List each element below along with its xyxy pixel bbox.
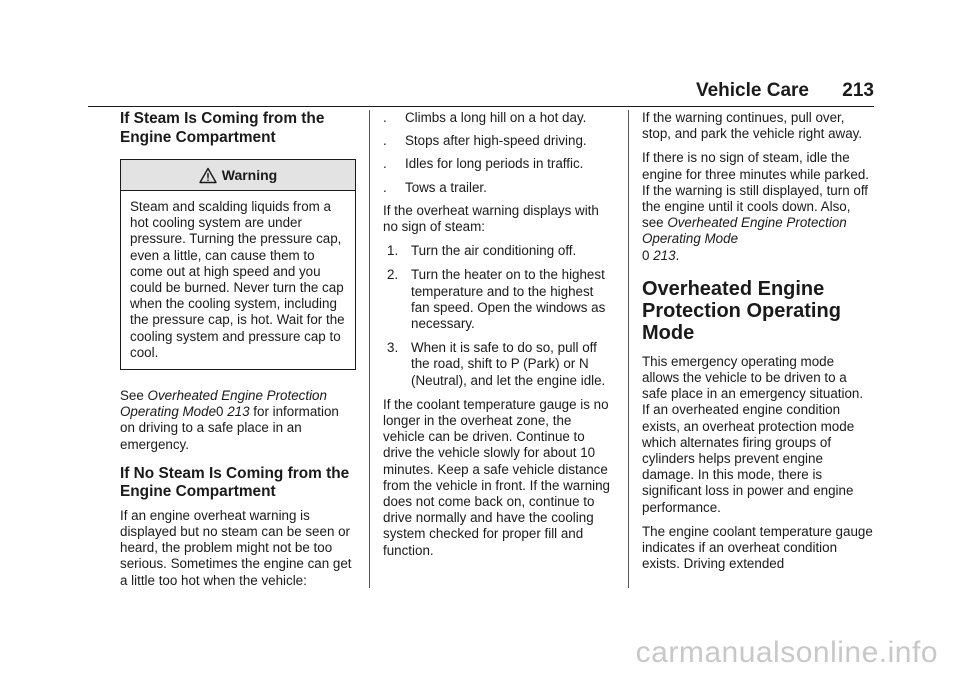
see-reference-paragraph [120, 388, 356, 453]
column-2 [383, 110, 615, 567]
paragraph-warning-continues: If the warning continues, pull over, stop, and park the vehicle right away. [642, 110, 863, 142]
heading-steam: If Steam Is Coming from the Engine Compartment [120, 110, 325, 146]
header-section-title: Vehicle Care [695, 80, 810, 101]
page-ref-number[interactable]: 213 [653, 247, 676, 263]
paragraph-coolant-gauge: If the coolant temperature gauge is no longer in the overheat zone, the vehicle can be driven. Continue to drive the vehicle slowly for about 10 minutes. Keep a safe vehicle distance from the vehicle in front. If the warning does not come back on, continue to drive normally and have the cooling system checked for proper fill and function. [383, 396, 611, 558]
list-item [383, 110, 615, 126]
bullet-mark: . [383, 179, 387, 195]
page-number: 213 [842, 80, 874, 101]
numbered-step [383, 267, 615, 332]
bullet-mark: . [383, 133, 387, 149]
watermark: carmanualsonline.info [635, 636, 938, 669]
column-3 [642, 110, 874, 580]
paragraph-emergency-mode: This emergency operating mode allows the vehicle to be driven to a safe place in an emergency situation. If an overheated engine condition exists, an overheat protection mode which alternates firing groups of cylinders helps prevent engine damage. In this mode, there is significant loss in power and engine performance. [642, 353, 864, 515]
step-number: 3. [387, 340, 399, 356]
numbered-step [383, 340, 615, 389]
page-ref-symbol: 0 [216, 404, 224, 420]
column-divider-2 [628, 110, 629, 588]
heading-no-steam: If No Steam Is Coming from the Engine Compartment [120, 464, 350, 501]
bullet-mark: . [383, 110, 387, 125]
warning-title: Warning [221, 167, 278, 183]
paragraph-no-steam: If an engine overheat warning is displayed but no steam can be seen or heard, the problem might not be too serious. Sometimes the engine can get a little too hot when the vehicle: [120, 507, 352, 588]
header-rule [88, 106, 874, 107]
page-ref-number[interactable]: 213 [227, 404, 250, 420]
list-item [383, 133, 615, 149]
list-item [383, 180, 615, 196]
column-divider-1 [369, 110, 370, 588]
heading-overheated-protection: Overheated Engine Protection Operating Mode [642, 277, 841, 344]
step-number: 2. [387, 267, 399, 283]
bullet-text: Climbs a long hill on a hot day. [405, 110, 587, 125]
step-number: 1. [387, 243, 399, 259]
warning-triangle-icon [199, 167, 217, 184]
see-suffix: for information on driving to a safe place in an emergency. [120, 404, 339, 452]
column-1 [120, 110, 356, 597]
step-text: Turn the air conditioning off. [411, 243, 577, 259]
paragraph-no-sign-steam [642, 150, 874, 263]
bullet-text: Idles for long periods in traffic. [405, 156, 584, 172]
running-header [696, 80, 874, 102]
para-prefix: If there is no sign of steam, idle the engine for three minutes while parked. If the warning is still displayed, turn off the engine until it cools down. Also, see [642, 150, 870, 231]
bullet-text: Stops after high-speed driving. [405, 133, 587, 149]
para-suffix: . [675, 247, 680, 263]
step-text: Turn the heater on to the highest temperature and to the highest fan speed. Open the windows as necessary. [411, 267, 606, 332]
cross-reference-link[interactable]: Overheated Engine Protection Operating Mode [120, 388, 327, 420]
numbered-step [383, 243, 615, 259]
steps-intro: If the overheat warning displays with no sign of steam: [383, 202, 599, 235]
paragraph-temperature-gauge: The engine coolant temperature gauge indicates if an overheat condition exists. Driving extended [642, 523, 873, 572]
warning-text: Steam and scalding liquids from a hot cooling system are under pressure. Turning the pressure cap, even a little, can cause them to come out at high speed and you could be burned. Never turn the cap when the cooling system, including the pressure cap, is hot. Wait for the cooling system and pressure cap to cool. [130, 199, 345, 360]
warning-box [120, 159, 356, 370]
bullet-mark: . [383, 156, 387, 172]
list-item [383, 156, 615, 172]
warning-header [121, 160, 355, 191]
bullet-text: Tows a trailer. [405, 179, 487, 195]
page-ref-symbol: 0 [642, 247, 650, 263]
cross-reference-link[interactable]: Overheated Engine Protection Operating Mode [642, 215, 847, 247]
step-text: When it is safe to do so, pull off the road, shift to P (Park) or N (Neutral), and let the engine idle. [411, 340, 606, 388]
see-prefix: See [120, 388, 148, 404]
